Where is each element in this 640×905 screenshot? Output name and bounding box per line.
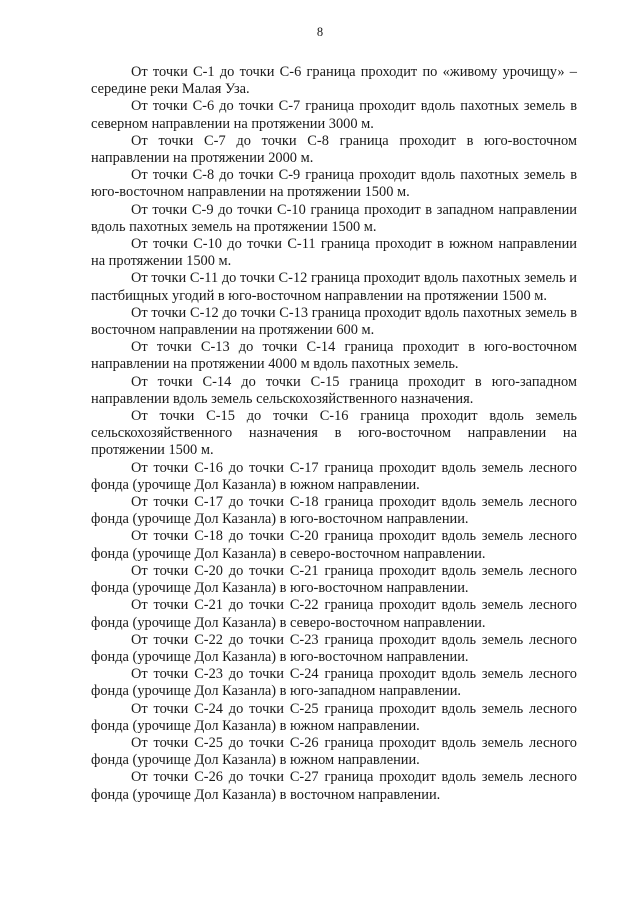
paragraph: От точки С-1 до точки С-6 граница проходит по «живому урочищу» – середине реки Малая Уза. xyxy=(91,64,577,98)
paragraph: От точки С-26 до точки С-27 граница проходит вдоль земель лесного фонда (урочище Дол Казанла) в восточном направлении. xyxy=(91,769,577,803)
paragraph: От точки С-8 до точки С-9 граница проходит вдоль пахотных земель в юго-восточном направлении на протяжении 1500 м. xyxy=(91,167,577,201)
paragraph: От точки С-9 до точки С-10 граница проходит в западном направлении вдоль пахотных земель на протяжении 1500 м. xyxy=(91,201,577,235)
paragraph: От точки С-23 до точки С-24 граница проходит вдоль земель лесного фонда (урочище Дол Казанла) в юго-западном направлении. xyxy=(91,666,577,700)
paragraph: От точки С-24 до точки С-25 граница проходит вдоль земель лесного фонда (урочище Дол Казанла) в южном направлении. xyxy=(91,700,577,734)
paragraph: От точки С-18 до точки С-20 граница проходит вдоль земель лесного фонда (урочище Дол Казанла) в северо-восточном направлении. xyxy=(91,528,577,562)
paragraph: От точки С-21 до точки С-22 граница проходит вдоль земель лесного фонда (урочище Дол Казанла) в северо-восточном направлении. xyxy=(91,597,577,631)
paragraph: От точки С-12 до точки С-13 граница проходит вдоль пахотных земель в восточном направлении на протяжении 600 м. xyxy=(91,304,577,339)
paragraph: От точки С-7 до точки С-8 граница проходит в юго-восточном направлении на протяжении 2000 м. xyxy=(91,132,577,167)
paragraph: От точки С-6 до точки С-7 граница проходит вдоль пахотных земель в северном направлении на протяжении 3000 м. xyxy=(91,98,577,132)
paragraph: От точки С-22 до точки С-23 граница проходит вдоль земель лесного фонда (урочище Дол Казанла) в юго-восточном направлении. xyxy=(91,631,577,665)
paragraph: От точки С-25 до точки С-26 граница проходит вдоль земель лесного фонда (урочище Дол Казанла) в южном направлении. xyxy=(91,734,577,769)
paragraph: От точки С-14 до точки С-15 граница проходит в юго-западном направлении вдоль земель сельскохозяйственного назначения. xyxy=(91,373,577,407)
paragraph: От точки С-17 до точки С-18 граница проходит вдоль земель лесного фонда (урочище Дол Казанла) в юго-восточном направлении. xyxy=(91,494,577,528)
body-text xyxy=(91,64,577,804)
paragraph: От точки С-15 до точки С-16 граница проходит вдоль земель сельскохозяйственного назначения в юго-восточном направлении на протяжении 1500 м. xyxy=(91,408,577,459)
paragraph: От точки С-10 до точки С-11 граница проходит в южном направлении на протяжении 1500 м. xyxy=(91,236,577,270)
paragraph: От точки С-13 до точки С-14 граница проходит в юго-восточном направлении на протяжении 4000 м вдоль пахотных земель. xyxy=(91,339,577,373)
paragraph: От точки С-11 до точки С-12 граница проходит вдоль пахотных земель и пастбищных угодий в юго-восточном направлении на протяжении 1500 м. xyxy=(91,270,577,304)
paragraph: От точки С-20 до точки С-21 граница проходит вдоль земель лесного фонда (урочище Дол Казанла) в юго-восточном направлении. xyxy=(91,562,577,597)
page-number: 8 xyxy=(316,25,324,39)
paragraph: От точки С-16 до точки С-17 граница проходит вдоль земель лесного фонда (урочище Дол Казанла) в южном направлении. xyxy=(91,459,577,493)
